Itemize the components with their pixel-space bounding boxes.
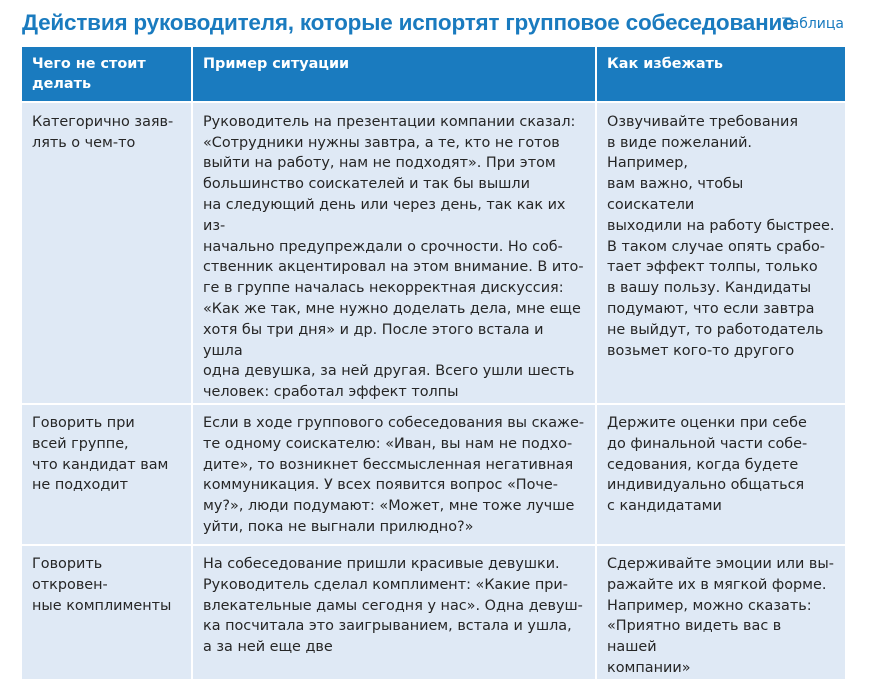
column-header-how-to-avoid: Как избежать	[596, 47, 845, 102]
column-header-example: Пример ситуации	[192, 47, 596, 102]
example-cell: На собеседование пришли красивые девушки. Руководитель сделал комплимент: «Какие при- влекательные дамы сегодня у нас». Одна девуш- ка посчитала это заигрыванием, встала и ушла, а за ней еще две	[192, 545, 596, 679]
advice-cell: Сдерживайте эмоции или вы- ражайте их в мягкой форме. Например, можно сказать: «Приятно видеть вас в нашей компании»	[596, 545, 845, 679]
page-title: Действия руководителя, которые испортят групповое собеседование	[22, 10, 795, 35]
table-row	[22, 102, 845, 404]
column-header-dont-do: Чего не стоит делать	[22, 47, 192, 102]
table-header-row	[22, 47, 845, 102]
table-body	[22, 102, 845, 679]
title-bar	[22, 10, 844, 40]
example-cell: Руководитель на презентации компании сказал: «Сотрудники нужны завтра, а те, кто не готов выйти на работу, нам не подходят». При этом большинство соискателей и так бы вышли на следующий день или через день, так как их из- начально предупреждали о срочности. Но соб- ственник акцентировал на этом внимание. В ито- ге в группе началась некорректная дискуссия: «Как же так, мне нужно доделать дела, мне еще хотя бы три дня» и др. После этого встала и ушла одна девушка, за ней другая. Всего ушли шесть человек: сработал эффект толпы	[192, 102, 596, 404]
action-cell: Говорить откровен- ные комплименты	[22, 545, 192, 679]
advice-cell: Держите оценки при себе до финальной части собе- седования, когда будете индивидуально общаться с кандидатами	[596, 404, 845, 545]
table-row	[22, 404, 845, 545]
advice-cell: Озвучивайте требования в виде пожеланий. Например, вам важно, чтобы соискатели выходили на работу быстрее. В таком случае опять срабо- тает эффект толпы, только в вашу пользу. Кандидаты подумают, что если завтра не выйдут, то работодатель возьмет кого-то другого	[596, 102, 845, 404]
table-header	[22, 47, 845, 102]
example-cell: Если в ходе группового собеседования вы скаже- те одному соискателю: «Иван, вы нам не подхо- дите», то возникнет бессмысленная негативная коммуникация. У всех появится вопрос «Поче- му?», люди подумают: «Может, мне тоже лучше уйти, пока не выгнали прилюдно?»	[192, 404, 596, 545]
table-label: Таблица	[782, 16, 844, 32]
table-row	[22, 545, 845, 679]
action-cell: Говорить при всей группе, что кандидат вам не подходит	[22, 404, 192, 545]
action-cell: Категорично заяв- лять о чем-то	[22, 102, 192, 404]
manager-actions-table	[22, 47, 845, 679]
